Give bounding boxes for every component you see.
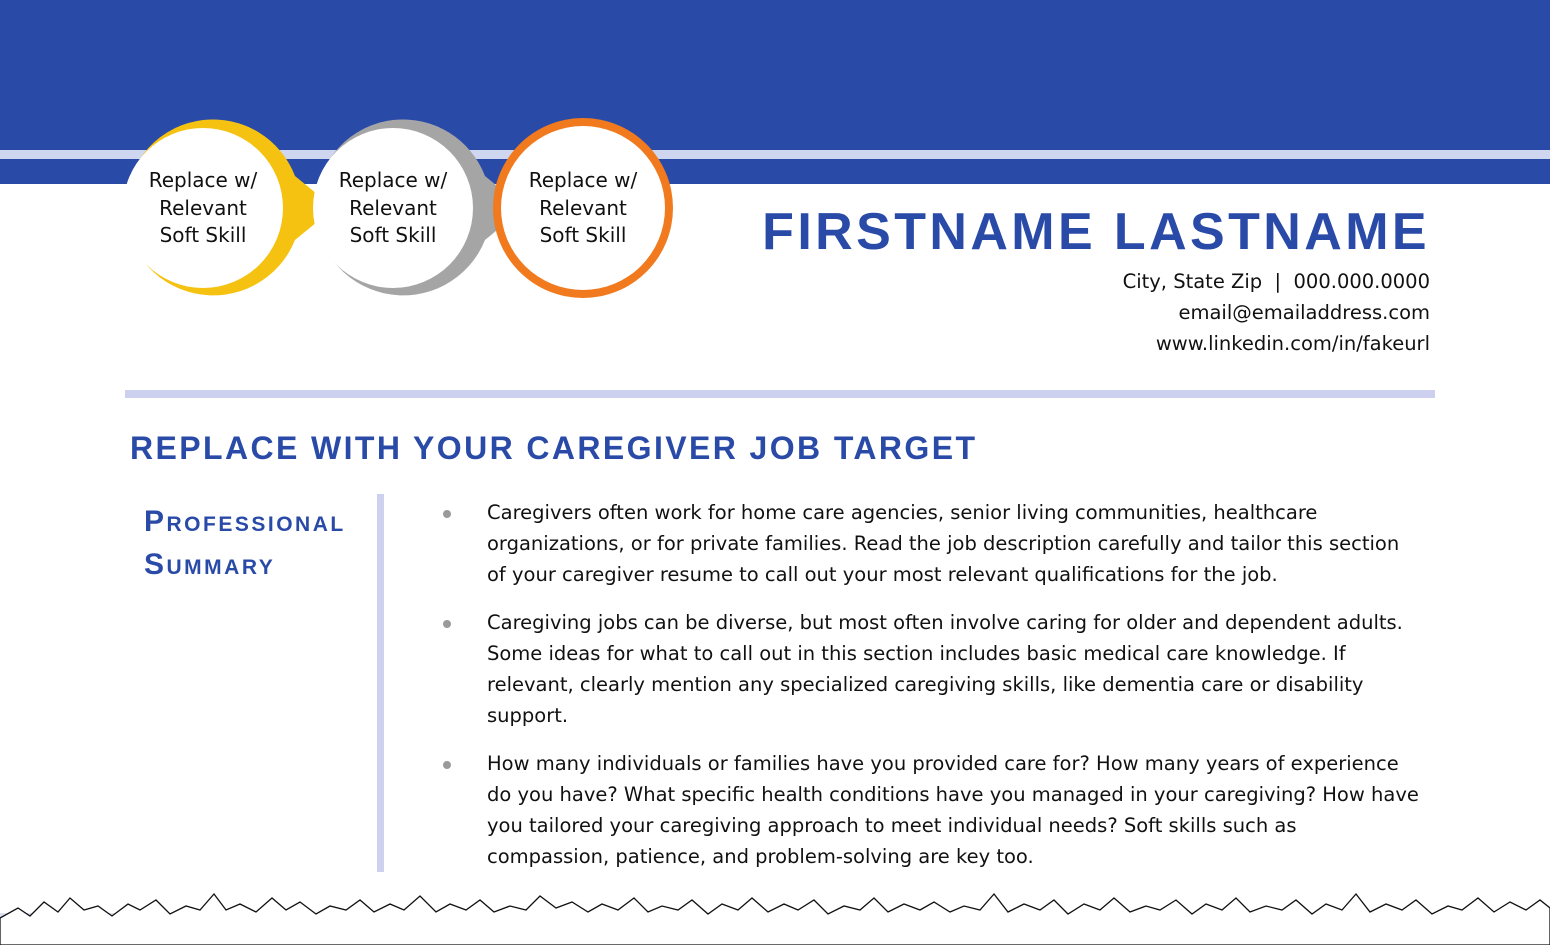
section-title-line2: Summary bbox=[144, 548, 276, 581]
professional-summary-title bbox=[144, 500, 364, 586]
summary-bullet bbox=[440, 607, 1420, 731]
contact-info bbox=[1123, 266, 1430, 359]
job-target-heading: REPLACE WITH YOUR CAREGIVER JOB TARGET bbox=[130, 430, 978, 466]
skill-1-line3: Soft Skill bbox=[159, 223, 247, 247]
summary-bullet-text: Caregivers often work for home care agencies, senior living communities, healthcare organizations, or for private families. Read the job description carefully and tailor this section of your caregiver resume to call out your most relevant qualifications for the job. bbox=[487, 501, 1400, 586]
location-phone: City, State Zip | 000.000.0000 bbox=[1122, 270, 1430, 293]
skill-2-text bbox=[318, 167, 468, 250]
skill-3-text bbox=[508, 167, 658, 250]
skill-1-text bbox=[128, 167, 278, 250]
skill-3-line3: Soft Skill bbox=[539, 223, 627, 247]
section-divider bbox=[125, 390, 1435, 398]
soft-skill-bubbles bbox=[0, 0, 700, 320]
skill-2-line2: Relevant bbox=[349, 195, 437, 220]
summary-bullet-text: Caregiving jobs can be diverse, but most often involve caring for older and dependent adults. Some ideas for what to call out in this section includes basic medical care knowledge. If relevant, clearly mention any specialized caregiving skills, like dementia care or disability support. bbox=[487, 611, 1403, 727]
skill-3-line2: Relevant bbox=[539, 195, 627, 220]
torn-page-edge bbox=[0, 880, 1550, 945]
summary-bullet bbox=[440, 748, 1420, 872]
bullet-dot-icon bbox=[443, 510, 451, 518]
linkedin-url: www.linkedin.com/in/fakeurl bbox=[1155, 332, 1430, 355]
summary-bullet-list bbox=[440, 497, 1420, 889]
skill-1-line2: Relevant bbox=[159, 195, 247, 220]
soft-skill-bubbles-graphic bbox=[0, 0, 700, 320]
section-vertical-rule bbox=[377, 494, 384, 872]
skill-3-line1: Replace w/ bbox=[528, 168, 638, 192]
skill-2-line1: Replace w/ bbox=[338, 168, 448, 192]
summary-bullet bbox=[440, 497, 1420, 590]
skill-2-line3: Soft Skill bbox=[349, 223, 437, 247]
candidate-name: FIRSTNAME LASTNAME bbox=[762, 203, 1430, 261]
email: email@emailaddress.com bbox=[1178, 301, 1430, 324]
bullet-dot-icon bbox=[443, 761, 451, 769]
summary-bullet-text: How many individuals or families have you provided care for? How many years of experience do you have? What specific health conditions have you managed in your caregiving? How have you tailored your caregiving approach to meet individual needs? Soft skills such as compassion, patience, and problem-solving are key too. bbox=[487, 752, 1419, 868]
skill-1-line1: Replace w/ bbox=[148, 168, 258, 192]
torn-edge-paper bbox=[0, 894, 1550, 945]
bullet-dot-icon bbox=[443, 620, 451, 628]
section-title-line1: Professional bbox=[144, 505, 346, 538]
